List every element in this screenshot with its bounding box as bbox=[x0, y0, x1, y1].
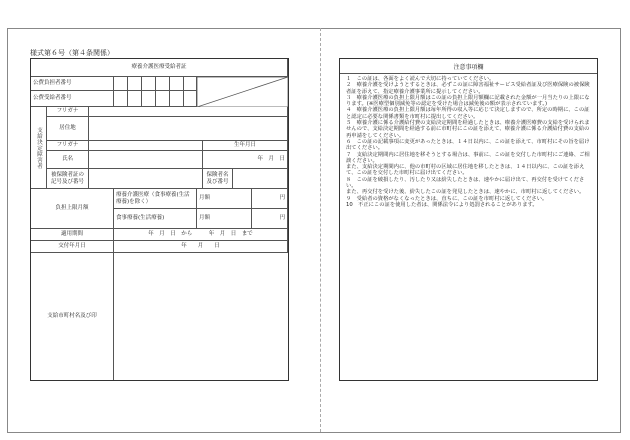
address-label: 居住地 bbox=[47, 117, 89, 141]
municipality-seal-area[interactable] bbox=[114, 253, 288, 380]
digit-box[interactable] bbox=[142, 77, 156, 91]
municipality-label: 支給市町村名及び印 bbox=[31, 253, 114, 380]
note-item: ５ 療養介護に係る介護給付費の支給決定期間を経過したときは、療養介護医療費の支給を受けられませんので、支給決定期間を経過する前に市町村にこの証を添えて、療養介護に係る介護給付費の支給の再申請をしてください。 bbox=[346, 120, 590, 139]
note-item: ４ 療養介護医療の負担上限月額は毎年所得の収入等に応じて決定しますので、所定の時期に、この証と認定に必要な関係書類を市町村に提出してください。 bbox=[346, 107, 590, 120]
note-item: ８ この証を破損したり、汚したり又は紛失したときは、速やかに届け出て、再交付を受けてください。 bbox=[346, 176, 585, 190]
digit-box[interactable] bbox=[114, 91, 128, 107]
digit-box[interactable] bbox=[184, 91, 197, 107]
note-item: ６ この証の記載事項に変更があったときは、１４日以内に、この証を添えて、市町村にその旨を届け出てください。 bbox=[346, 138, 590, 152]
limit-care-label: 療養介護医療（食事療養(生活療養)を除く） bbox=[114, 189, 197, 209]
insurer-no-label: 公費負担者番号 bbox=[31, 77, 114, 91]
digit-box[interactable] bbox=[142, 91, 156, 107]
insured-card-label: 被保険者証の記号及び番号 bbox=[47, 169, 89, 189]
note-item: ２ 療養介護を受けようとするときは、必ずこの証に障害福祉サービス受給者証及び医療保険の被保険者証を添えて、指定療養介護事業所に提示してください。 bbox=[346, 82, 590, 95]
limit-food-yen[interactable]: 円 bbox=[252, 209, 288, 229]
limit-food-label: 食事療養(生活療養) bbox=[114, 209, 197, 229]
name-input[interactable] bbox=[89, 151, 203, 169]
form-title: 療養介護医療受給者証 bbox=[31, 59, 288, 77]
certificate-form bbox=[30, 58, 289, 381]
limit-label: 負担上限月額 bbox=[31, 189, 114, 229]
digit-box[interactable] bbox=[184, 77, 197, 91]
name-label: 氏名 bbox=[47, 151, 89, 169]
address-input[interactable] bbox=[89, 117, 288, 141]
notes-list bbox=[346, 76, 590, 208]
limit-food-monthly: 月額 bbox=[197, 209, 252, 229]
note-item: ３ 療養介護医療の負担上限月額はこの証の負担上限月額欄に記載された金額が一月当たりの上限になります。(※医療型個別減免等の認定を受けた場合は減免後の額が表示されています。) bbox=[346, 94, 590, 108]
digit-box[interactable] bbox=[128, 77, 142, 91]
note-item: ７ 支給決定期間内に居住地を移そうとする場合は、事前に、この証を交付した市町村にご連絡、ご相談ください。 bbox=[346, 151, 590, 164]
note-item: また、再交付を受けた後、紛失したこの証を発見したときは、速やかに、市町村に返してください。 bbox=[346, 189, 585, 196]
digit-box[interactable] bbox=[156, 91, 170, 107]
validity-label: 適用期間 bbox=[31, 229, 114, 241]
furigana2-label: フリガナ bbox=[47, 141, 89, 151]
limit-care-yen[interactable]: 円 bbox=[252, 189, 288, 209]
digit-box[interactable] bbox=[114, 77, 128, 91]
note-item: 10 不正にこの証を使用した者は、関係法令により処罰されることがあります。 bbox=[346, 201, 538, 208]
digit-box[interactable] bbox=[156, 77, 170, 91]
validity-range[interactable]: 年 月 日 から 年 月 日 まで bbox=[114, 229, 288, 241]
digit-box[interactable] bbox=[128, 91, 142, 107]
insured-card-input[interactable] bbox=[89, 169, 203, 189]
note-item: １ この証は、各面をよく読んで大切に持っていてください。 bbox=[346, 76, 495, 82]
digit-box[interactable] bbox=[170, 77, 184, 91]
furigana-label: フリガナ bbox=[47, 107, 89, 117]
notes-panel bbox=[339, 58, 598, 381]
sheet-label: 様式第６号（第４条関係） bbox=[30, 49, 114, 57]
note-item: ９ 受給者の資格がなくなったときは、直ちに、この証を市町村に返してください。 bbox=[346, 195, 548, 202]
note-item: また、支給決定期間内に、他の市町村の区域に居住地を移したときは、１４日以内に、この証を添えて、この証を交付した市町村に届け出てください。 bbox=[346, 164, 585, 177]
birthdate-label: 生年月日 bbox=[203, 141, 288, 151]
insurer-name-input[interactable] bbox=[233, 169, 288, 189]
diagonal-strike bbox=[197, 77, 288, 107]
digit-box[interactable] bbox=[170, 91, 184, 107]
furigana2-input[interactable] bbox=[89, 141, 203, 151]
issue-date-label: 交付年月日 bbox=[31, 241, 114, 253]
limit-care-monthly: 月額 bbox=[197, 189, 252, 209]
recipient-group-label: 支給決定障害者 bbox=[31, 107, 47, 189]
issue-date-value[interactable]: 年 月 日 bbox=[114, 241, 288, 253]
insurer-name-label: 保険者名及び番号 bbox=[203, 169, 233, 189]
birthdate-value[interactable]: 年 月 日 bbox=[203, 151, 288, 169]
center-divider bbox=[320, 28, 321, 432]
notes-title: 注意事項欄 bbox=[340, 59, 597, 74]
recipient-no-label: 公費受給者番号 bbox=[31, 91, 114, 107]
furigana-input[interactable] bbox=[89, 107, 288, 117]
